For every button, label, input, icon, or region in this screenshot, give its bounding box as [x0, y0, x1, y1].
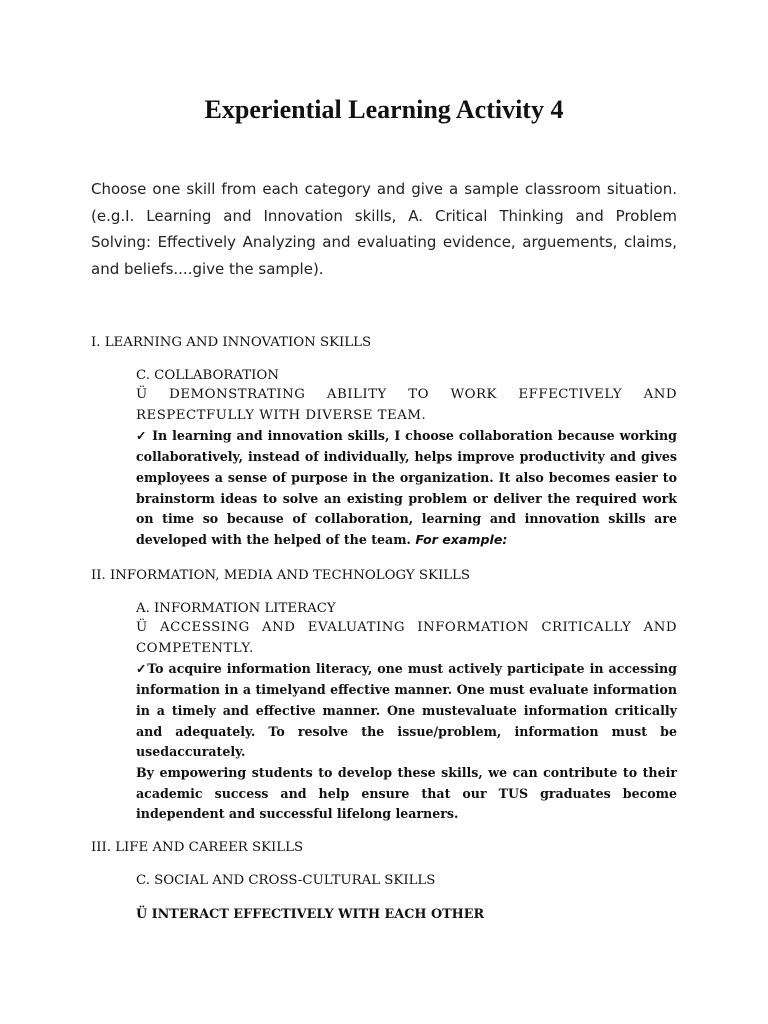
for-example-label: For example: — [415, 531, 508, 547]
subsection-social-cross-cultural: C. SOCIAL AND CROSS-CULTURAL SKILLS — [136, 873, 436, 888]
social-skill-item: Ü INTERACT EFFECTIVELY WITH EACH OTHER — [136, 907, 485, 922]
section-heading-information-media: II. INFORMATION, MEDIA AND TECHNOLOGY SKILLS — [91, 568, 470, 583]
collaboration-explanation — [136, 426, 677, 550]
subsection-information-literacy: A. INFORMATION LITERACY — [136, 601, 336, 616]
information-literacy-skill: Ü ACCESSING AND EVALUATING INFORMATION CRITICALLY AND COMPETENTLY. — [136, 620, 677, 656]
information-literacy-conclusion: By empowering students to develop these skills, we can contribute to their academic success and help ensure that our TUS graduates become independent and successful lifelong learners. — [136, 764, 677, 822]
section-heading-learning-innovation: I. LEARNING AND INNOVATION SKILLS — [91, 335, 372, 350]
collaboration-skill: Ü DEMONSTRATING ABILITY TO WORK EFFECTIVELY AND RESPECTFULLY WITH DIVERSE TEAM. — [136, 387, 677, 423]
collaboration-body: ✓ In learning and innovation skills, I choose collaboration because working collaboratively, instead of individually, helps improve productivity and gives employees a sense of purpose in the organization. It also becomes easier to brainstorm ideas to solve an existing problem or deliver the required work on time so because of collaboration, learning and innovation skills are developed with the helped of the team. — [136, 428, 677, 547]
document-title: Experiential Learning Activity 4 — [204, 95, 564, 124]
information-literacy-explanation: ✓To acquire information literacy, one must actively participate in accessing information in a timelyand effective manner. One must evaluate information in a timely and effective manner. One mustevaluate information critically and adequately. To resolve the issue/problem, information must be usedaccurately. — [136, 661, 677, 760]
collaboration-content — [136, 385, 677, 551]
information-literacy-content — [136, 618, 677, 825]
subsection-collaboration: C. COLLABORATION — [136, 368, 279, 383]
section-heading-life-career: III. LIFE AND CAREER SKILLS — [91, 840, 304, 855]
instructions-paragraph: Choose one skill from each category and give a sample classroom situation. (e.g.I. Learning and Innovation skills, A. Critical Thinking and Problem Solving: Effectively Analyzing and evaluating evidence, arguements, claims, and beliefs....give the sample). — [91, 180, 677, 278]
